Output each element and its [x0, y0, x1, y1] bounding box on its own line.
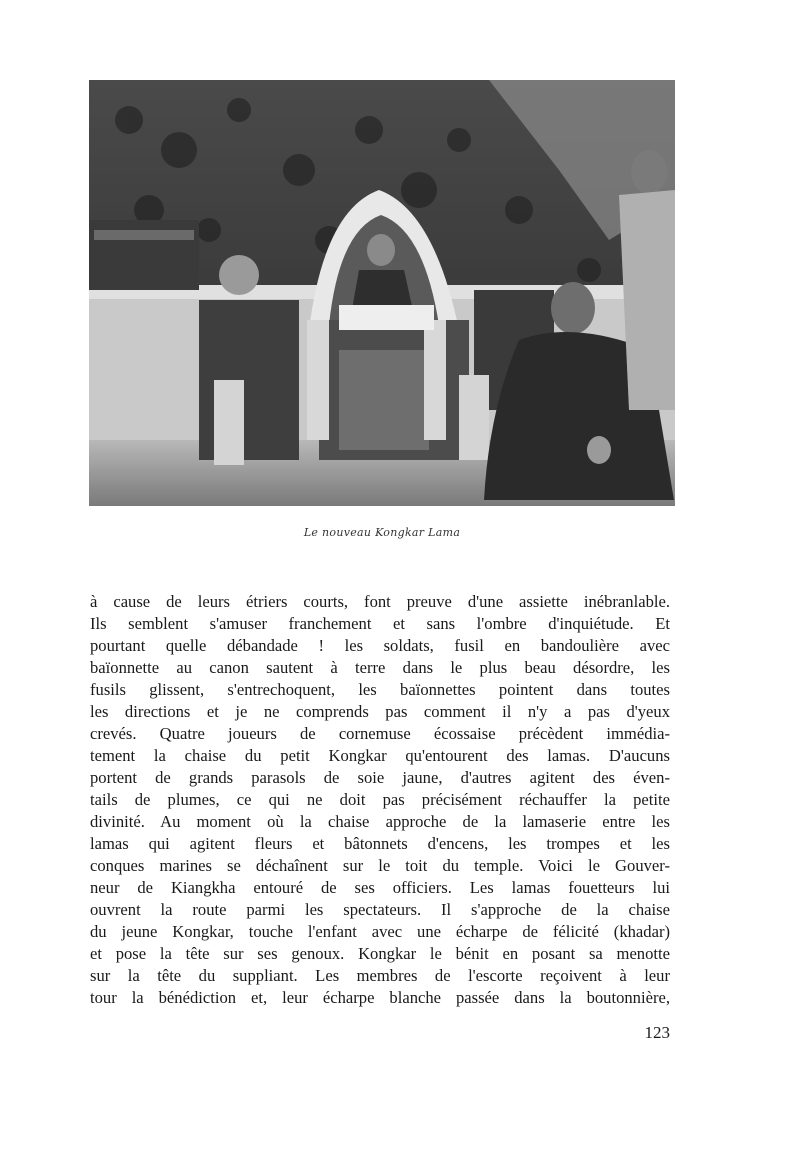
photo-illustration [89, 80, 675, 506]
text-line: crevés. Quatre joueurs de cornemuse écossaise précèdent immédia- [90, 724, 670, 743]
text-line: à cause de leurs étriers courts, font preuve d'une assiette inébranlable. [90, 592, 670, 611]
text-line: neur de Kiangkha entouré de ses officiers. Les lamas fouetteurs lui [90, 878, 670, 897]
text-line: portent de grands parasols de soie jaune, d'autres agitent des éven- [90, 768, 670, 787]
text-line: du jeune Kongkar, touche l'enfant avec une écharpe de félicité (khadar) [90, 922, 670, 941]
page-number: 123 [644, 1023, 670, 1042]
text-line: divinité. Au moment où la chaise approche de la lamaserie entre les [90, 812, 670, 831]
body-paragraph [90, 591, 670, 1009]
text-line: les directions et je ne comprends pas comment il n'y a pas d'yeux [90, 702, 670, 721]
text-line: et pose la tête sur ses genoux. Kongkar le bénit en posant sa menotte [90, 944, 670, 963]
text-line: fusils glissent, s'entrechoquent, les baïonnettes pointent dans toutes [90, 680, 670, 699]
text-line: tour la bénédiction et, leur écharpe blanche passée dans la boutonnière, [90, 988, 670, 1007]
text-line: baïonnette au canon sautent à terre dans le plus beau désordre, les [90, 658, 670, 677]
text-line: tails de plumes, ce qui ne doit pas précisément réchauffer la petite [90, 790, 670, 809]
text-line: sur la tête du suppliant. Les membres de l'escorte reçoivent à leur [90, 966, 670, 985]
text-line: ouvrent la route parmi les spectateurs. Il s'approche de la chaise [90, 900, 670, 919]
text-line: Ils semblent s'amuser franchement et sans l'ombre d'inquiétude. Et [90, 614, 670, 633]
text-line: pourtant quelle débandade ! les soldats, fusil en bandoulière avec [90, 636, 670, 655]
photo-caption: Le nouveau Kongkar Lama [303, 526, 461, 539]
text-line: conques marines se déchaînent sur le toit du temple. Voici le Gouver- [90, 856, 670, 875]
text-line: lamas qui agitent fleurs et bâtonnets d'encens, les trompes et les [90, 834, 670, 853]
photograph [89, 80, 675, 506]
text-line: tement la chaise du petit Kongkar qu'entourent des lamas. D'aucuns [90, 746, 670, 765]
